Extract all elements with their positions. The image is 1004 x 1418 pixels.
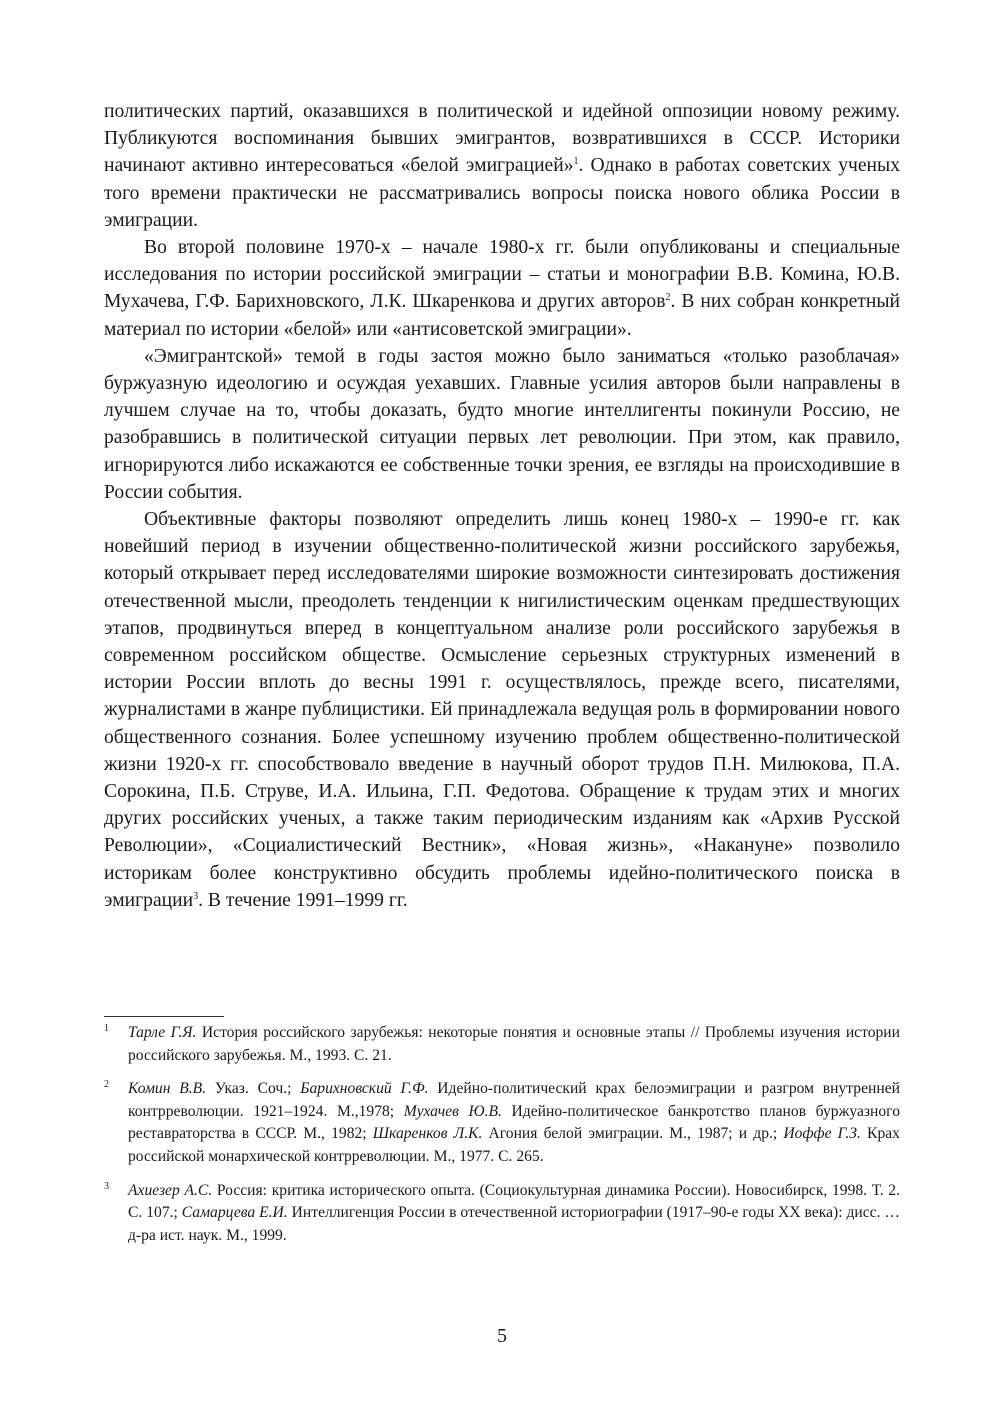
footnotes (104, 1022, 900, 1258)
citation-text: Агония белой эмиграции. М., 1987; и др.; (482, 1125, 784, 1143)
paragraph-1 (104, 98, 900, 234)
footnote-3 (104, 1180, 900, 1248)
citation-text: Указ. Соч.; (206, 1080, 301, 1098)
author-name: Тарле Г.Я. (128, 1024, 197, 1041)
paragraph-text: . Однако в работах советских ученых того времени практически не рассматривались вопросы поиска нового облика России в эмиграции. (104, 155, 900, 231)
footnote-number: 2 (104, 1079, 109, 1091)
footnote-number: 3 (104, 1180, 109, 1192)
footnote-ref-3[interactable]: 3 (193, 890, 199, 902)
paragraph-2 (104, 234, 900, 343)
footnote-ref-1[interactable]: 1 (573, 156, 579, 168)
paragraph-text: политических партий, оказавшихся в политической и идейной оппозиции новому режиму. Публикуются воспоминания бывших эмигрантов, возвратившихся в СССР. Историки начинают активно интересоваться «белой эмиграцией» (104, 101, 900, 177)
citation-text: Идейно-политический крах белоэмиграции и разгром внутренней контрреволюции. 1921–1924. М.,1978; (128, 1080, 900, 1120)
author-name: Барихновский Г.Ф. (300, 1080, 429, 1098)
paragraph-3: «Эмигрантской» темой в годы застоя можно было заниматься «только разоблачая» буржуазную идеологию и осуждая уехавших. Главные усилия авторов были направлены в лучшем случае на то, чтобы доказать, будто многие интеллигенты покинули Россию, не разобравшись в политической ситуации первых лет революции. При этом, как правило, игнорируются либо искажаются ее собственные точки зрения, ее взгляды на происходившие в России события. (104, 345, 900, 503)
citation-text: Крах российской монархической контрреволюции. М., 1977. С. 265. (128, 1125, 900, 1165)
author-name: Самарцева Е.И. (181, 1204, 288, 1222)
author-name: Иоффе Г.З. (783, 1125, 861, 1143)
paragraph-text: . В них собран конкретный материал по истории «белой» или «антисоветской эмиграции». (104, 291, 900, 340)
footnote-number: 1 (104, 1023, 109, 1034)
paragraph-4 (104, 506, 900, 914)
footnote-ref-2[interactable]: 2 (665, 292, 671, 304)
footnote-divider (104, 1016, 224, 1017)
author-name: Шкаренков Л.К. (372, 1125, 483, 1143)
footnote-2 (104, 1078, 900, 1168)
citation-text: Идейно-политическое банкротство планов буржуазного реставраторства в СССР. М., 1982; (128, 1102, 900, 1143)
paragraph-text: Объективные факторы позволяют определить лишь конец 1980-х – 1990-е гг. как новейший период в изучении общественно-политической жизни российского зарубежья, который открывает перед исследователями широкие возможности синтезировать достижения отечественной мысли, преодолеть тенденции к нигилистическим оценкам предшествующих этапов, продвинуться вперед в концептуальном анализе роли российского зарубежья в современном российском обществе. Осмысление серьезных структурных изменений в истории России вплоть до весны 1991 г. осуществлялось, прежде всего, писателями, журналистами в жанре публицистики. Ей принадлежала ведущая роль в формировании нового общественного сознания. Более успешному изучению проблем общественно-политической жизни 1920-х гг. способствовало введение в научный оборот трудов П.Н. Милюкова, П.А. Сорокина, П.Б. Струве, И.А. Ильина, Г.П. Федотова. Обращение к трудам этих и многих других российских ученых, а также таким периодическим изданиям как «Архив Русской Революции», «Социалистический Вестник», «Новая жизнь», «Накануне» позволило историкам более конструктивно обсудить проблемы идейно-политического поиска в эмиграции (104, 509, 900, 911)
paragraph-text: Во второй половине 1970-х – начале 1980-х гг. были опубликованы и специальные исследования по истории российской эмиграции – статьи и монографии В.В. Комина, Ю.В. Мухачева, Г.Ф. Барихновского, Л.К. Шкаренкова и других авторов (104, 237, 900, 313)
main-text (104, 98, 900, 914)
footnote-1 (104, 1022, 900, 1067)
paragraph-text: . В течение 1991–1999 гг. (198, 889, 408, 911)
page-number: 5 (497, 1325, 507, 1347)
author-name: Мухачев Ю.В. (403, 1102, 502, 1120)
citation-text: Россия: критика исторического опыта. (Социокультурная динамика России). Новосибирск, 1998. Т. 2. С. 107.; (128, 1181, 900, 1222)
citation-text: История российского зарубежья: некоторые понятия и основные этапы // Проблемы изучения истории российского зарубежья. М., 1993. С. 21. (128, 1024, 900, 1064)
author-name: Ахиезер А.С. (128, 1181, 213, 1199)
citation-text: Интеллигенция России в отечественной историографии (1917–90-е годы XX века): дисс. … д-ра ист. наук. М., 1999. (128, 1204, 900, 1244)
author-name: Комин В.В. (128, 1080, 207, 1098)
